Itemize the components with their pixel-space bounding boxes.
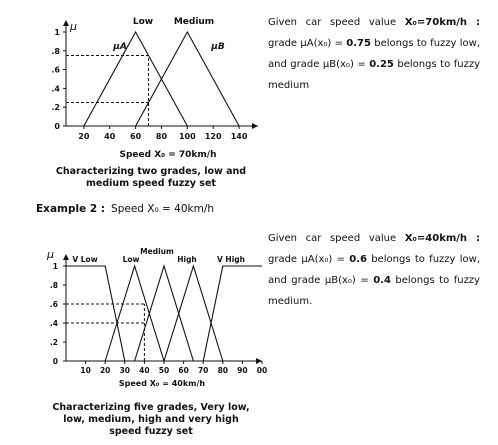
example2-heading bbox=[36, 203, 214, 215]
desc2-text1: grade μA(x₀) = bbox=[268, 254, 350, 265]
x-tick-label: 00 bbox=[256, 366, 268, 375]
example1-description bbox=[268, 12, 480, 96]
example1-caption-line1: Characterizing two grades, low and bbox=[55, 166, 247, 177]
example2-caption bbox=[0, 402, 302, 438]
x-tick-label: 40 bbox=[139, 366, 150, 375]
y-tick-label: .6 bbox=[51, 65, 60, 75]
membership-line-high bbox=[164, 266, 223, 361]
membership-line-medium bbox=[135, 266, 194, 361]
set-label-medium: Medium bbox=[173, 17, 215, 27]
x-tick-label: 20 bbox=[99, 366, 111, 375]
series-symbol-mu-b: μB bbox=[211, 42, 225, 52]
desc2-value2: 0.4 bbox=[373, 275, 391, 286]
y-axis-arrow bbox=[63, 20, 69, 26]
set-label-medium: Medium bbox=[140, 247, 174, 256]
x-tick-label: 40 bbox=[104, 132, 116, 141]
speed-membership-chart-two-grades bbox=[0, 8, 260, 168]
desc2-text2: belongs to fuzzy low, and grade μB(x₀) = bbox=[268, 254, 480, 286]
set-label-v-low: V Low bbox=[72, 255, 98, 264]
example1-caption bbox=[0, 166, 302, 190]
x-tick-label: 60 bbox=[130, 132, 142, 141]
x-axis-label: Speed X₀ = 70km/h bbox=[119, 150, 217, 160]
x-tick-labels bbox=[78, 132, 248, 141]
desc1-text2: belongs to fuzzy low, and grade μB(x₀) = bbox=[268, 38, 480, 70]
desc2-text3: belongs to fuzzy medium. bbox=[268, 275, 480, 307]
desc2-intro: Given car speed value bbox=[268, 233, 405, 244]
set-label-high: High bbox=[177, 255, 197, 264]
set-label-low: Low bbox=[132, 17, 154, 27]
speed-membership-chart-five-grades bbox=[0, 242, 270, 392]
desc1-intro: Given car speed value bbox=[268, 17, 405, 28]
y-tick-label: .4 bbox=[51, 84, 60, 94]
x-axis-label: Speed X₀ = 40km/h bbox=[118, 379, 206, 388]
y-axis-arrow bbox=[63, 254, 69, 260]
set-label-low: Low bbox=[122, 255, 140, 264]
example2-caption-line2: low, medium, high and very high bbox=[63, 414, 239, 425]
desc1-text1: grade μA(x₀) = bbox=[268, 38, 347, 49]
desc1-value2: 0.25 bbox=[369, 59, 394, 70]
x-tick-label: 140 bbox=[230, 132, 248, 141]
x-tick-label: 120 bbox=[204, 132, 222, 141]
membership-line-v-high bbox=[203, 266, 262, 361]
series-symbol-mu-a: μA bbox=[113, 42, 127, 52]
y-tick-label: 1 bbox=[54, 28, 60, 37]
desc1-text3: belongs to fuzzy medium bbox=[268, 59, 480, 91]
x-tick-labels bbox=[80, 366, 267, 375]
y-tick-label: .8 bbox=[49, 281, 58, 290]
set-label-v-high: V High bbox=[217, 255, 245, 264]
x-tick-label: 70 bbox=[197, 366, 209, 375]
example2-heading-value: Speed X₀ = 40km/h bbox=[111, 203, 215, 215]
x-tick-label: 80 bbox=[217, 366, 229, 375]
membership-line-low bbox=[84, 32, 187, 126]
desc1-speed: X₀=70km/h : bbox=[404, 17, 480, 28]
y-tick-label: 1 bbox=[52, 262, 58, 271]
x-tick-label: 100 bbox=[178, 132, 196, 141]
y-tick-label: .2 bbox=[51, 103, 60, 113]
example2-description bbox=[268, 228, 480, 312]
x-tick-label: 20 bbox=[78, 132, 90, 141]
x-tick-label: 50 bbox=[158, 366, 170, 375]
y-tick-label: .6 bbox=[49, 300, 58, 309]
x-tick-label: 10 bbox=[80, 366, 91, 375]
x-axis-arrow bbox=[256, 358, 262, 364]
y-tick-labels bbox=[51, 28, 60, 131]
desc2-speed: X₀=40km/h : bbox=[404, 233, 480, 244]
y-tick-label: .4 bbox=[49, 319, 58, 328]
y-tick-label: 0 bbox=[52, 357, 58, 366]
mu-axis-symbol: μ bbox=[70, 20, 77, 33]
example2-caption-line3: speed fuzzy set bbox=[109, 426, 193, 437]
y-tick-label: .8 bbox=[51, 46, 60, 56]
y-tick-labels bbox=[50, 262, 58, 366]
x-tick-label: 80 bbox=[155, 132, 168, 141]
membership-line-low bbox=[105, 266, 164, 361]
x-tick-label: 30 bbox=[119, 366, 131, 375]
example2-heading-label: Example 2 : bbox=[36, 203, 106, 215]
desc2-value1: 0.6 bbox=[349, 254, 367, 265]
x-tick-label: 90 bbox=[237, 366, 248, 375]
membership-line-v-low bbox=[66, 266, 125, 361]
x-axis-arrow bbox=[252, 123, 258, 129]
example2-caption-line1: Characterizing five grades, Very low, bbox=[52, 402, 250, 413]
y-tick-label: 0 bbox=[54, 122, 60, 131]
y-tick-label: .2 bbox=[49, 338, 58, 347]
desc1-value1: 0.75 bbox=[346, 38, 371, 49]
x-tick-label: 60 bbox=[178, 366, 189, 375]
mu-axis-symbol: μ bbox=[47, 248, 54, 261]
example1-caption-line2: medium speed fuzzy set bbox=[86, 178, 216, 189]
